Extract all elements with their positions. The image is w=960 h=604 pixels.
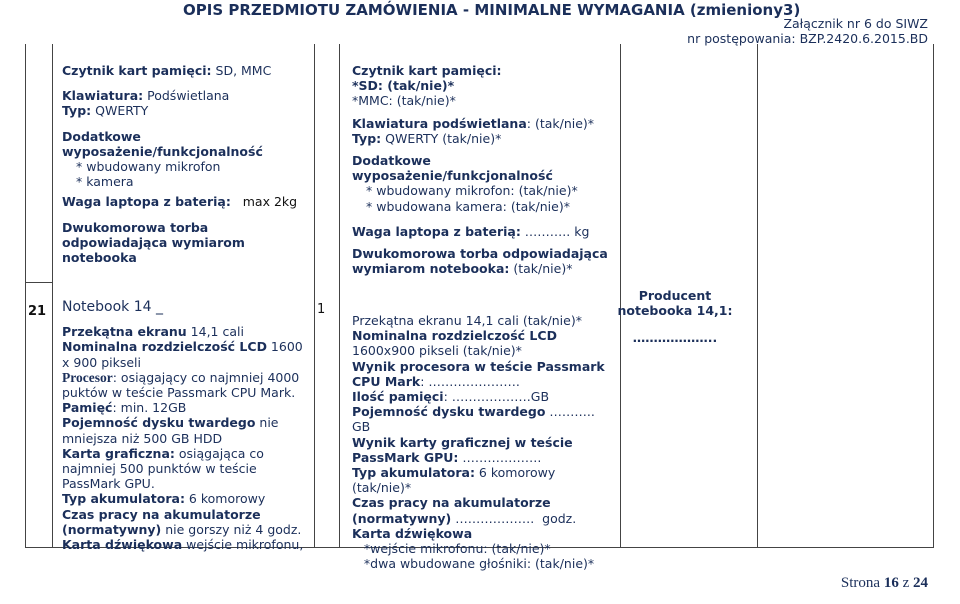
column-divider — [52, 44, 53, 548]
table-border-left — [25, 44, 26, 548]
producer-blank: ……………….. — [632, 330, 718, 346]
producer-label: Producent notebooka 14,1: — [617, 288, 733, 319]
notebook-offer-cell: Przekątna ekranu 14,1 cali (tak/nie)* Nominalna rozdzielczość LCD 1600x900 pikseli (tak/nie)* Wynik procesora w teście Passmark CPU Mark: …………………. Ilość pamięci: ……………….GB Pojemność dysku twardego ……….. GB Wynik karty graficznej w teście PassMark GPU: ………………. Typ akumulatora: 6 komorowy (tak/nie)* Czas pracy na akumulatorze (normatywny) ………………. godz. Karta dźwiękowa *wejście mikrofonu: (tak/nie)* *dwa wbudowane głośniki: (tak/nie)* — [352, 313, 605, 572]
document-reference — [687, 16, 928, 46]
offer-top-cell: Czytnik kart pamięci: *SD: (tak/nie)* *MMC: (tak/nie)* Klawiatura podświetlana: (tak/nie)* Typ: QWERTY (tak/nie)* Dodatkowe wyposażenie/funkcjonalność * wbudowany mikrofon: (tak/nie)* * wbudowana kamera: (tak/nie)* Waga laptopa z baterią: ……….. kg Dwukomorowa torba odpowiadająca wymiarom notebooka: (tak/nie)* — [352, 63, 608, 277]
table-border-right — [933, 44, 934, 548]
document-title: OPIS PRZEDMIOTU ZAMÓWIENIA - MINIMALNE WYMAGANIA (zmieniony3) — [183, 1, 801, 19]
requirements-top-cell: Czytnik kart pamięci: SD, MMC Klawiatura: Podświetlana Typ: QWERTY Dodatkowe wyposażenie/funkcjonalność * wbudowany mikrofon * kamera Waga laptopa z baterią: max 2kg Dwukomorowa torba odpowiadająca wymiarom notebooka — [62, 63, 298, 266]
notebook-spec-cell: Notebook 14 _ Przekątna ekranu 14,1 cali Nominalna rozdzielczość LCD 1600 x 900 pikseli Procesor: osiągający co najmniej 4000 puktów w teście Passmark CPU Mark. Pamięć: min. 12GB Pojemność dysku twardego nie mniejsza niż 500 GB HDD Karta graficzna: osiągająca co najmniej 500 punktów w teście PassMark GPU. Typ akumulatora: 6 komorowy Czas pracy na akumulatorze (normatywny) nie gorszy niż 4 godz. Karta dźwiękowa wejście mikrofonu, — [62, 299, 304, 553]
quantity: 1 — [317, 302, 326, 317]
attachment-label: Załącznik nr 6 do SIWZ — [783, 16, 928, 31]
proceeding-number: nr postępowania: BZP.2420.6.2015.BD — [687, 31, 928, 46]
product-name: Notebook 14 _ — [62, 299, 165, 315]
column-divider — [339, 44, 340, 548]
page-counter: Strona 16 z 24 — [840, 575, 928, 591]
producer-cell — [611, 288, 739, 346]
requirements-table — [25, 44, 934, 572]
row-divider — [25, 282, 52, 283]
column-divider — [757, 44, 758, 548]
column-divider — [314, 44, 315, 548]
row-number: 21 — [28, 304, 47, 319]
